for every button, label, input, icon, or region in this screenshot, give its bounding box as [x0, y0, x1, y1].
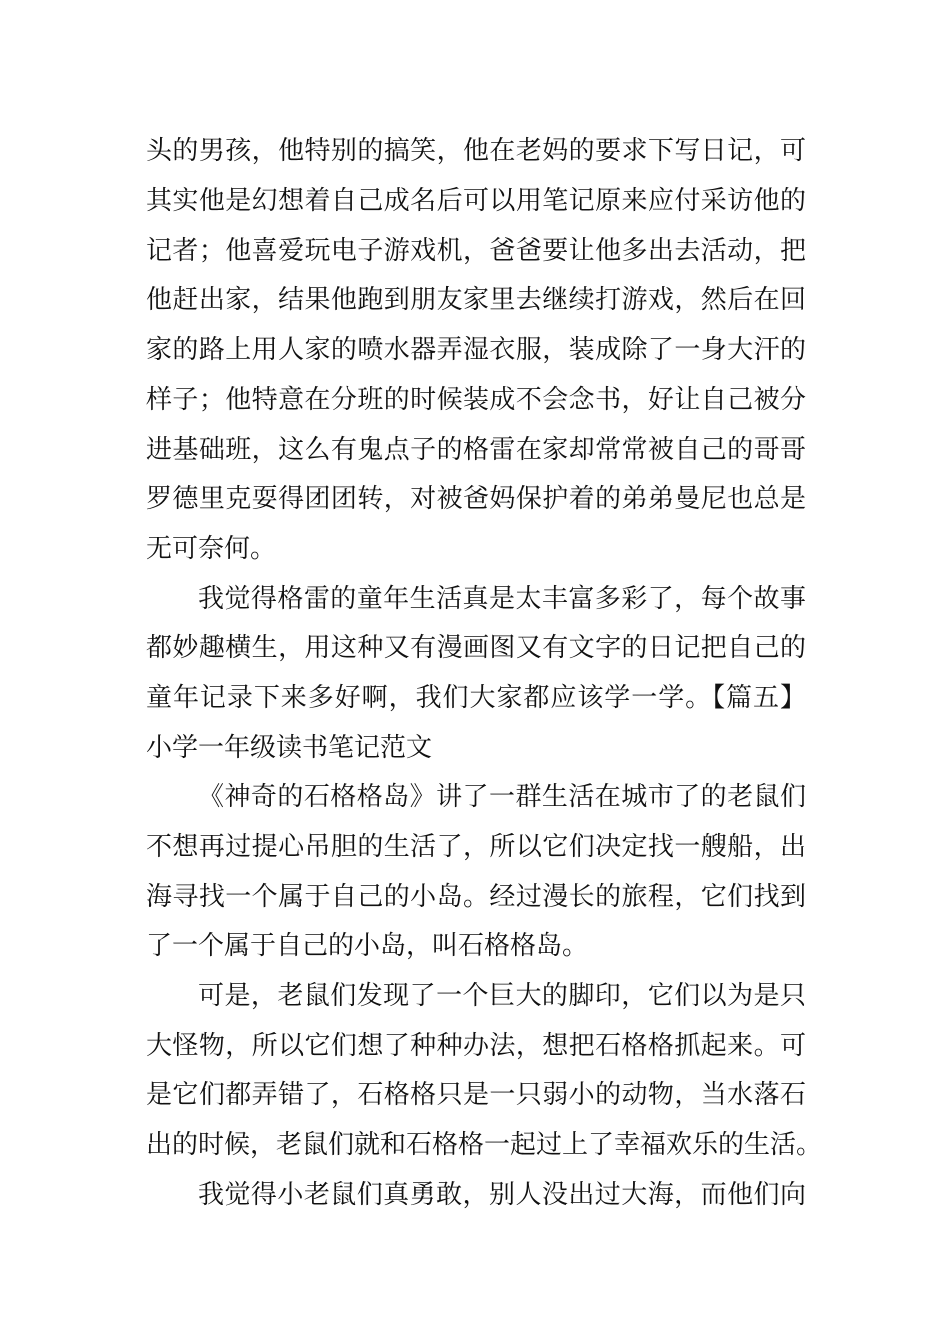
text-line: 海寻找一个属于自己的小岛。经过漫长的旅程，它们找到	[146, 882, 806, 912]
text-line: 出的时候，老鼠们就和石格格一起过上了幸福欢乐的生活。	[146, 1130, 823, 1160]
paragraph-start: 可是，老鼠们发现了一个巨大的脚印，它们以为是只	[198, 981, 806, 1011]
text-line: 其实他是幻想着自己成名后可以用笔记原来应付采访他的	[146, 186, 806, 216]
text-line: 记者；他喜爱玩电子游戏机，爸爸要让他多出去活动，把	[146, 236, 806, 266]
text-line: 进基础班，这么有鬼点子的格雷在家却常常被自己的哥哥	[146, 435, 806, 465]
text-line: 罗德里克耍得团团转，对被爸妈保护着的弟弟曼尼也总是	[146, 484, 806, 514]
text-line: 头的男孩，他特别的搞笑，他在老妈的要求下写日记，可	[146, 136, 806, 166]
text-line: 是它们都弄错了，石格格只是一只弱小的动物，当水落石	[146, 1080, 806, 1110]
text-line: 不想再过提心吊胆的生活了，所以它们决定找一艘船，出	[146, 832, 806, 862]
section-heading: 小学一年级读书笔记范文	[146, 733, 433, 763]
text-line: 童年记录下来多好啊，我们大家都应该学一学。【篇五】	[146, 683, 806, 713]
text-line: 家的路上用人家的喷水器弄湿衣服，装成除了一身大汗的	[146, 335, 806, 365]
paragraph-start: 我觉得小老鼠们真勇敢，别人没出过大海，而他们向	[198, 1180, 806, 1210]
text-line: 都妙趣横生，用这种又有漫画图又有文字的日记把自己的	[146, 633, 806, 663]
paragraph-start: 我觉得格雷的童年生活真是太丰富多彩了，每个故事	[198, 584, 806, 614]
text-line: 大怪物，所以它们想了种种办法，想把石格格抓起来。可	[146, 1031, 806, 1061]
paragraph-start: 《神奇的石格格岛》讲了一群生活在城市了的老鼠们	[198, 782, 806, 812]
text-line: 他赶出家，结果他跑到朋友家里去继续打游戏，然后在回	[146, 285, 806, 315]
text-line: 无可奈何。	[146, 534, 277, 564]
text-line: 了一个属于自己的小岛，叫石格格岛。	[146, 931, 589, 961]
text-line: 样子；他特意在分班的时候装成不会念书，好让自己被分	[146, 385, 806, 415]
